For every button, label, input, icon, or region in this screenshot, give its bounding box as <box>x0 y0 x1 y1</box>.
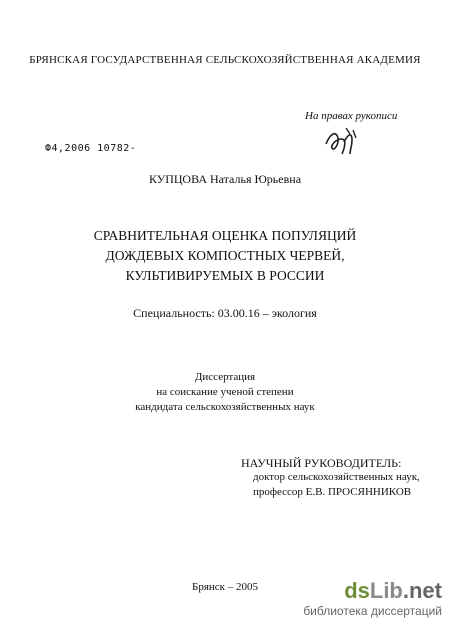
advisor-degree: доктор сельскохозяйственных наук, <box>253 471 420 483</box>
logo-lib: Lib <box>369 578 403 603</box>
specialty: Специальность: 03.00.16 – экология <box>133 306 317 320</box>
title-line: ДОЖДЕВЫХ КОМПОСТНЫХ ЧЕРВЕЙ, <box>105 248 345 263</box>
logo-net: .net <box>402 578 442 603</box>
title-line: СРАВНИТЕЛЬНАЯ ОЦЕНКА ПОПУЛЯЦИЙ <box>93 228 357 243</box>
degree-line: кандидата сельскохозяйственных наук <box>135 401 315 413</box>
degree-line: Диссертация <box>194 371 256 383</box>
degree-line: на соискание ученой степени <box>156 386 294 398</box>
rights-note: На правах рукописи <box>305 110 398 122</box>
author-name: КУПЦОВА Наталья Юрьевна <box>148 172 302 186</box>
handwritten-signature-icon <box>322 124 362 158</box>
watermark-subtitle: библиотека диссертаций <box>303 604 442 618</box>
academy-name: БРЯНСКАЯ ГОСУДАРСТВЕННАЯ СЕЛЬСКОХОЗЯЙСТВЕННАЯ АКАДЕМИЯ <box>29 54 421 66</box>
degree-statement <box>0 370 450 415</box>
registry-number: Ф4,2006 10782- <box>45 143 137 154</box>
title-line: КУЛЬТИВИРУЕМЫХ В РОССИИ <box>125 268 325 283</box>
advisor-name: профессор Е.В. ПРОСЯННИКОВ <box>253 486 412 498</box>
city-year: Брянск – 2005 <box>192 581 258 593</box>
dissertation-title <box>0 226 450 286</box>
advisor-heading: НАУЧНЫЙ РУКОВОДИТЕЛЬ: <box>241 456 402 470</box>
dslib-logo <box>303 580 442 602</box>
logo-ds: ds <box>344 578 370 603</box>
dslib-watermark[interactable] <box>303 580 442 618</box>
